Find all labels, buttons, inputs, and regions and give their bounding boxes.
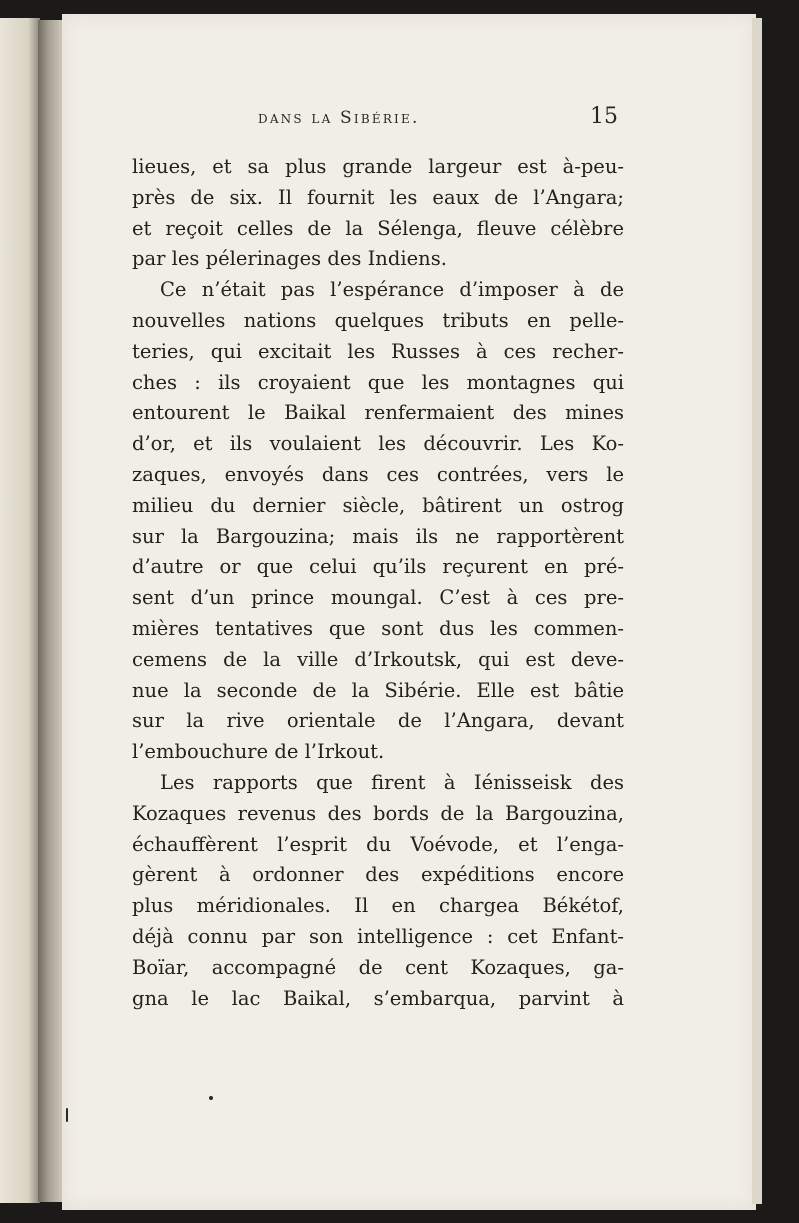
text-line: plus méridionales. Il en chargea Békétof, [132, 894, 624, 918]
text-line: près de six. Il fournit les eaux de l’Angara; [132, 185, 624, 209]
text-line: lieues, et sa plus grande largeur est à-peu- [132, 155, 624, 178]
text-line: Kozaques revenus des bords de la Bargouzina, [132, 801, 624, 825]
text-line: teries, qui excitait les Russes à ces recher- [132, 339, 624, 363]
facing-page-edge [0, 18, 40, 1203]
page-number: 15 [590, 104, 618, 129]
text-line: d’or, et ils voulaient les découvrir. Les Ko- [132, 432, 624, 456]
text-line: milieu du dernier siècle, bâtirent un ostrog [132, 493, 624, 517]
text-line: sent d’un prince moungal. C’est à ces pre- [132, 586, 624, 610]
text-line: et reçoit celles de la Sélenga, fleuve célèbre [132, 216, 624, 240]
text-line: Ce n’était pas l’espérance d’imposer à de [160, 278, 624, 302]
ink-speck [209, 1096, 213, 1100]
text-line: sur la Bargouzina; mais ils ne rapportèrent [132, 524, 624, 548]
text-line: nue la seconde de la Sibérie. Elle est bâtie [132, 678, 624, 702]
text-line: par les pélerinages des Indiens. [132, 247, 447, 271]
text-line: ches : ils croyaient que les montagnes qui [132, 370, 624, 394]
text-line: gèrent à ordonner des expéditions encore [132, 863, 624, 887]
text-line: déjà connu par son intelligence : cet Enfant- [132, 924, 624, 948]
ink-speck [66, 1108, 68, 1122]
text-line: échauffèrent l’esprit du Voévode, et l’enga- [132, 832, 624, 856]
text-line: l’embouchure de l’Irkout. [132, 740, 385, 764]
text-line: sur la rive orientale de l’Angara, devant [132, 709, 624, 733]
text-line: Les rapports que firent à Iénisseisk des [160, 770, 624, 794]
running-head: dans la Sibérie. [258, 108, 420, 128]
text-line: cemens de la ville d’Irkoutsk, qui est deve- [132, 647, 624, 671]
text-line: nouvelles nations quelques tributs en pelle- [132, 308, 624, 332]
page-header [258, 104, 618, 134]
text-line: gna le lac Baikal, s’embarqua, parvint à [132, 986, 624, 1010]
text-line: d’autre or que celui qu’ils reçurent en pré- [132, 555, 624, 579]
body-text [132, 152, 624, 1014]
text-line: entourent le Baikal renfermaient des mines [132, 401, 624, 425]
text-line: mières tentatives que sont dus les commen- [132, 616, 624, 640]
page-fore-edge [752, 18, 762, 1204]
text-line: zaques, envoyés dans ces contrées, vers le [132, 462, 624, 486]
text-line: Boïar, accompagné de cent Kozaques, ga- [132, 955, 624, 979]
